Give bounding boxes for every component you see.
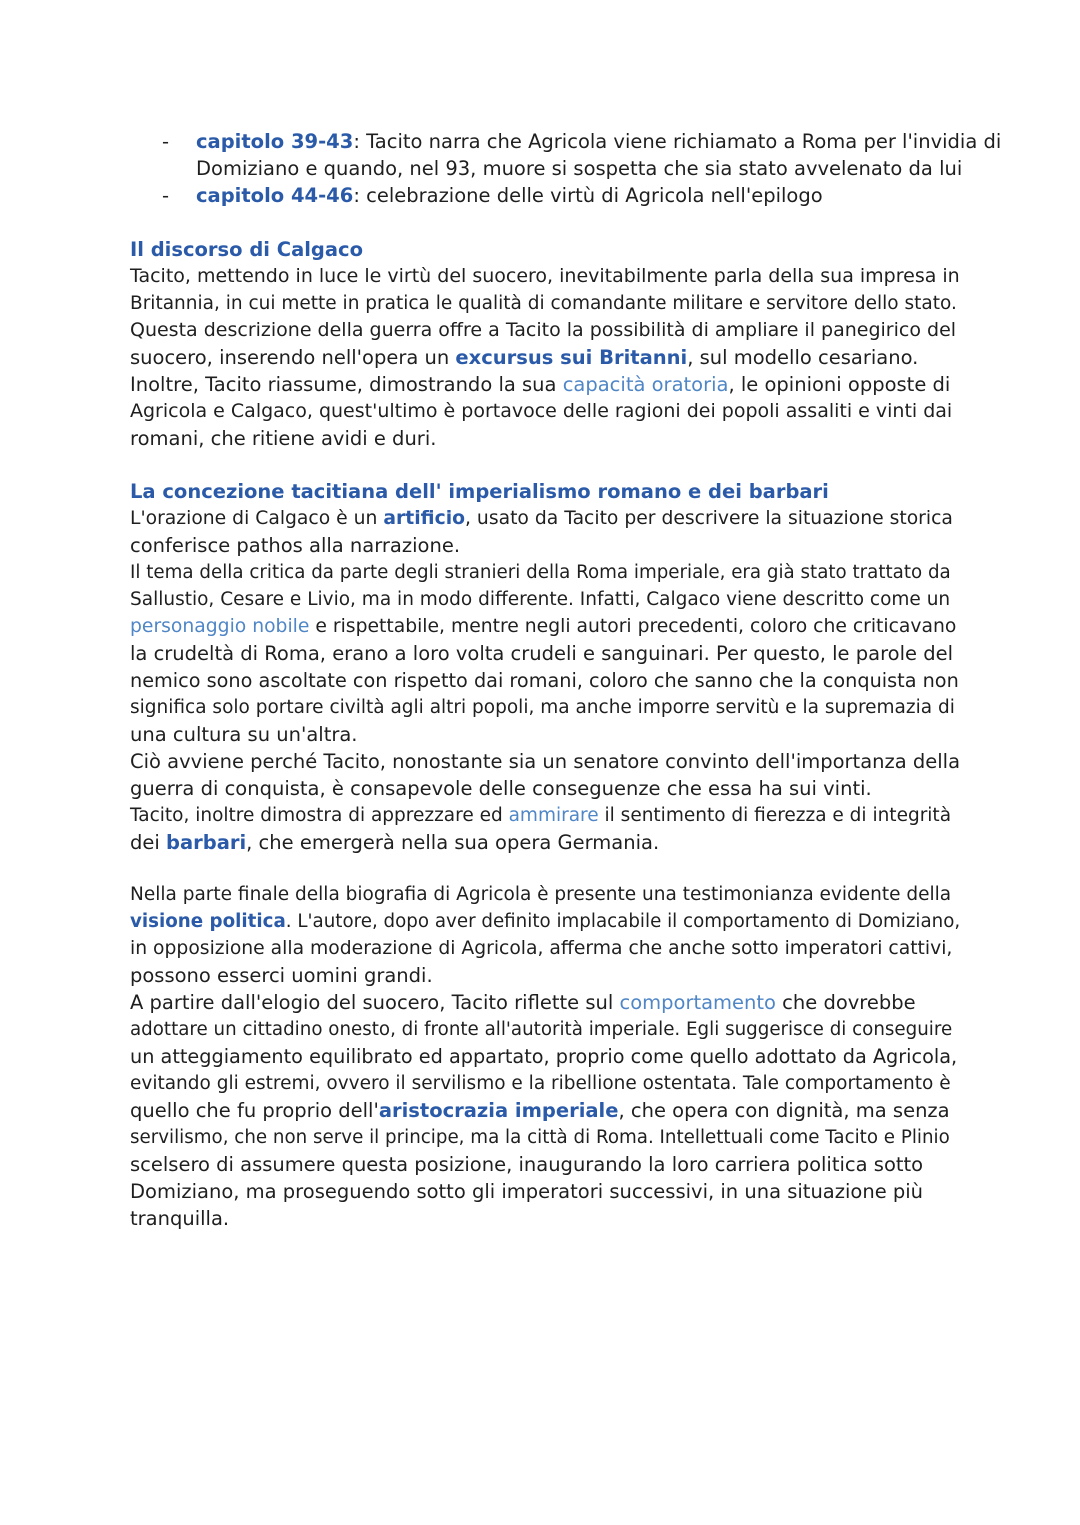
text-run: A partire dall'elogio del suocero, Tacito riflette sul — [130, 991, 620, 1014]
paragraph-line — [130, 371, 960, 398]
paragraph-line — [130, 989, 960, 1016]
list-item — [130, 128, 1002, 182]
text-run: che dovrebbe — [775, 991, 916, 1014]
paragraph-line: guerra di conquista, è consapevole delle conseguenze che essa ha sui vinti. — [130, 777, 872, 800]
paragraph-line: Nella parte finale della biografia di Agricola è presente una testimonianza evidente della — [130, 884, 952, 905]
paragraph-line: adottare un cittadino onesto, di fronte all'autorità imperiale. Egli suggerisce di conseguire — [130, 1019, 953, 1040]
highlight-term: excursus sui Britanni — [455, 346, 688, 369]
paragraph-line: un atteggiamento equilibrato ed appartato, proprio come quello adottato da Agricola, — [130, 1045, 958, 1068]
text-run: dei — [130, 831, 166, 854]
text-run: , usato da Tacito per descrivere la situazione storica — [465, 508, 953, 529]
bullet-line — [196, 128, 1002, 155]
paragraph-line: Britannia, in cui mette in pratica le qualità di comandante militare e servitore dello stato. — [130, 293, 957, 314]
paragraph-line: Tacito, mettendo in luce le virtù del suocero, inevitabilmente parla della sua impresa in — [130, 265, 960, 287]
text-run: , che emergerà nella sua opera Germania. — [246, 831, 660, 854]
paragraph-line — [130, 1097, 960, 1124]
text-run: quello che fu proprio dell' — [130, 1099, 379, 1122]
list-item — [130, 182, 960, 209]
paragraph-line: nemico sono ascoltate con rispetto dai romani, coloro che sanno che la conquista non — [130, 669, 959, 692]
highlight-term: personaggio nobile — [130, 616, 310, 637]
section-imperialismo — [130, 478, 960, 856]
paragraph-line: scelsero di assumere questa posizione, inaugurando la loro carriera politica sotto — [130, 1153, 924, 1176]
bullet-line: Domiziano e quando, nel 93, muore si sospetta che sia stato avvelenato da lui — [196, 157, 963, 180]
bullet-label: capitolo 44-46 — [196, 184, 354, 207]
paragraph-line — [130, 505, 960, 532]
paragraph-line — [130, 829, 960, 856]
paragraph-line: Domiziano, ma proseguendo sotto gli imperatori successivi, in una situazione più — [130, 1180, 924, 1203]
text-run: , sul modello cesariano. — [687, 346, 919, 369]
paragraph-line: conferisce pathos alla narrazione. — [130, 534, 461, 557]
highlight-term: comportamento — [619, 991, 776, 1014]
paragraph-line: possono esserci uomini grandi. — [130, 964, 433, 987]
bullet-label: capitolo 39-43 — [196, 130, 354, 153]
text-run: e rispettabile, mentre negli autori precedenti, coloro che criticavano — [309, 616, 957, 637]
paragraph-line: romani, che ritiene avidi e duri. — [130, 427, 437, 450]
highlight-term: artificio — [383, 508, 466, 529]
paragraph-line — [130, 613, 960, 640]
section-heading: Il discorso di Calgaco — [130, 238, 364, 261]
paragraph-line: Questa descrizione della guerra offre a Tacito la possibilità di ampliare il panegirico del — [130, 319, 957, 341]
paragraph-line: in opposizione alla moderazione di Agricola, afferma che anche sotto imperatori cattivi, — [130, 938, 953, 959]
paragraph-line: Agricola e Calgaco, quest'ultimo è portavoce delle ragioni dei popoli assaliti e vinti dai — [130, 400, 953, 422]
text-run: Tacito, inoltre dimostra di apprezzare ed — [130, 805, 509, 826]
text-run: , che opera con dignità, ma senza — [618, 1099, 950, 1122]
highlight-term: barbari — [166, 831, 247, 854]
text-run: suocero, inserendo nell'opera un — [130, 346, 456, 369]
bullet-text: : Tacito narra che Agricola viene richiamato a Roma per l'invidia di — [353, 130, 1002, 153]
section-calgaco — [130, 236, 960, 452]
paragraph-line: una cultura su un'altra. — [130, 723, 358, 746]
chapter-list — [130, 128, 1002, 209]
paragraph-line: tranquilla. — [130, 1207, 230, 1230]
highlight-term: capacità oratoria — [562, 373, 729, 396]
highlight-term: ammirare — [508, 805, 599, 826]
text-run: Inoltre, Tacito riassume, dimostrando la sua — [130, 373, 563, 396]
bullet-dash: - — [162, 184, 170, 207]
paragraph-line: la crudeltà di Roma, erano a loro volta crudeli e sanguinari. Per questo, le parole del — [130, 642, 954, 665]
paragraph-line: Ciò avviene perché Tacito, nonostante sia un senatore convinto dell'importanza della — [130, 750, 961, 773]
bullet-text: : celebrazione delle virtù di Agricola nell'epilogo — [353, 184, 823, 207]
highlight-term: aristocrazia imperiale — [378, 1099, 619, 1122]
paragraph-line — [130, 344, 960, 371]
text-run: L'orazione di Calgaco è un — [130, 508, 384, 529]
highlight-term: visione politica — [130, 911, 286, 932]
paragraph-line — [130, 802, 960, 829]
text-run: , le opinioni opposte di — [728, 373, 951, 396]
section-heading: La concezione tacitiana dell' imperialismo romano e dei barbari — [130, 480, 829, 503]
paragraph-line: Il tema della critica da parte degli stranieri della Roma imperiale, era già stato trattato da — [130, 562, 951, 583]
paragraph-line: Sallustio, Cesare e Livio, ma in modo differente. Infatti, Calgaco viene descritto come un — [130, 589, 951, 610]
paragraph-line: servilismo, che non serve il principe, ma la città di Roma. Intellettuali come Tacito e Plinio — [130, 1127, 950, 1148]
text-run: il sentimento di fierezza e di integrità — [598, 805, 952, 826]
bullet-line — [196, 182, 960, 209]
paragraph-line: evitando gli estremi, ovvero il servilismo e la ribellione ostentata. Tale comportamento è — [130, 1073, 951, 1094]
paragraph-line: significa solo portare civiltà agli altri popoli, ma anche imporre servitù e la supremazia di — [130, 697, 955, 718]
section-visione-politica — [130, 881, 960, 1232]
text-run: . L'autore, dopo aver definito implacabile il comportamento di Domiziano, — [285, 911, 961, 932]
bullet-dash: - — [162, 130, 170, 153]
paragraph-line — [130, 908, 960, 935]
